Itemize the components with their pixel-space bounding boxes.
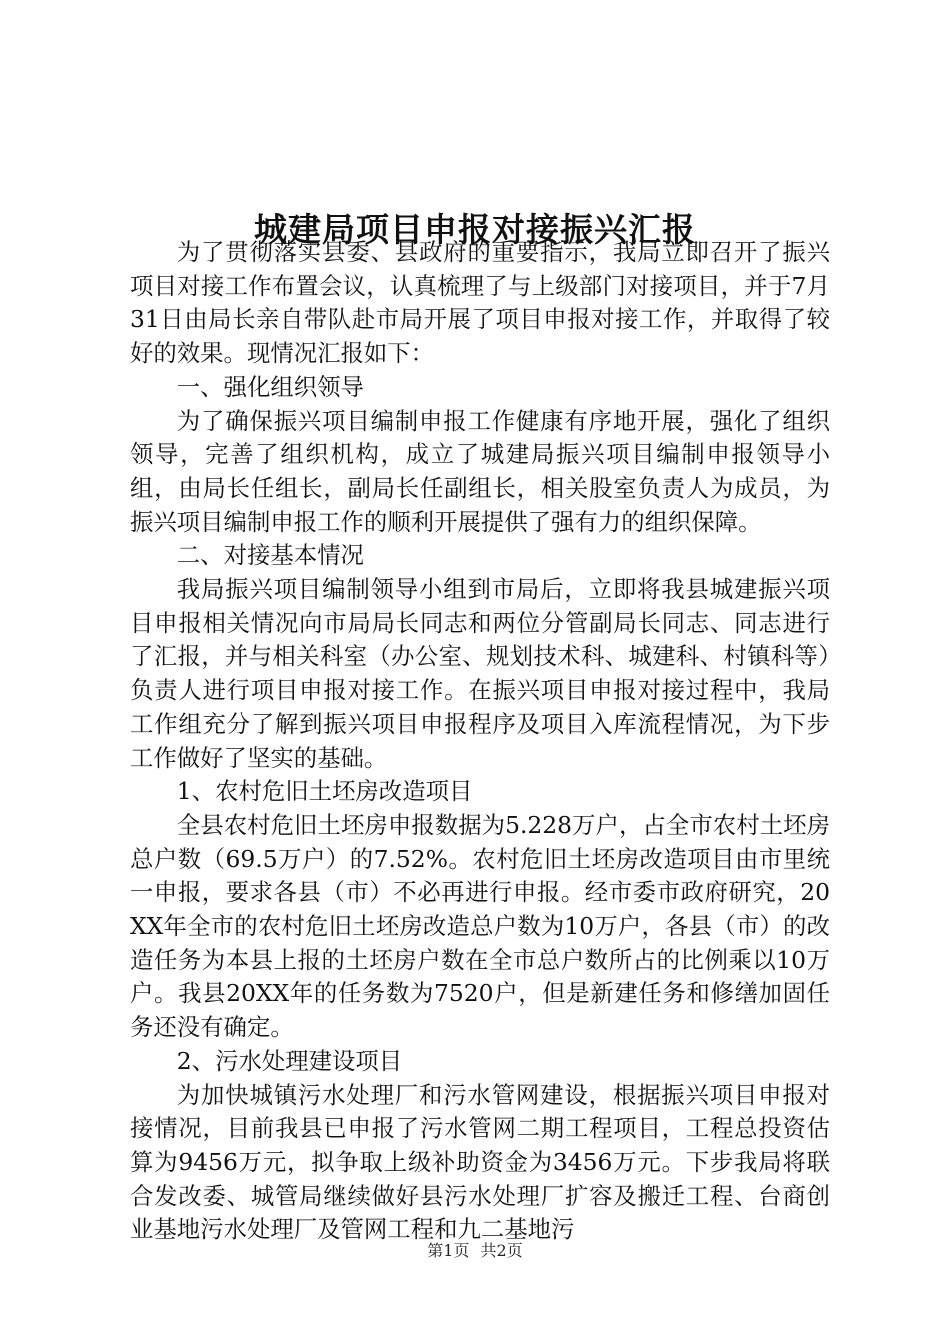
docking-paragraph: 我局振兴项目编制领导小组到市局后，立即将我县城建振兴项目申报相关情况向市局局长同志和两位分管副局长同志、同志进行了汇报，并与相关科室（办公室、规划技术科、城建科、村镇科等）负责人进行项目申报对接工作。在振兴项目申报对接过程中，我局工作组充分了解到振兴项目申报程序及项目入库流程情况，为下步工作做好了坚实的基础。: [130, 575, 830, 772]
section-heading-organization: 一、强化组织领导: [176, 372, 364, 401]
page-number: 第1页: [427, 1241, 470, 1260]
organization-paragraph: 为了确保振兴项目编制申报工作健康有序地开展，强化了组织领导，完善了组织机构，成立了城建局振兴项目编制申报领导小组，由局长任组长，副局长任副组长，相关股室负责人为成员，为振兴项目编制申报工作的顺利开展提供了强有力的组织保障。: [130, 406, 830, 536]
subsection-heading-sewage: 2、污水处理建设项目: [176, 1046, 403, 1075]
intro-paragraph: 为了贯彻落实县委、县政府的重要指示，我局立即召开了振兴项目对接工作布置会议，认真梳理了与上级部门对接项目，并于7月31日由局长亲自带队赴市局开展了项目申报对接工作，并取得了较好的效果。现情况汇报如下：: [130, 238, 830, 368]
document-body: [130, 236, 830, 1247]
page-footer: [0, 1240, 950, 1262]
housing-paragraph: 全县农村危旧土坯房申报数据为5.228万户，占全市农村土坯房总户数（69.5万户）的7.52%。农村危旧土坯房改造项目由市里统一申报，要求各县（市）不必再进行申报。经市委市政府研究，20XX年全市的农村危旧土坯房改造总户数为10万户，各县（市）的改造任务为本县上报的土坯房户数在全市总户数所占的比例乘以10万户。我县20XX年的任务数为7520户，但是新建任务和修缮加固任务还没有确定。: [130, 810, 830, 1042]
section-heading-docking: 二、对接基本情况: [176, 541, 364, 570]
page-total: 共2页: [480, 1241, 523, 1260]
sewage-paragraph: 为加快城镇污水处理厂和污水管网建设，根据振兴项目申报对接情况，目前我县已申报了污水管网二期工程项目，工程总投资估算为9456万元，拟争取上级补助资金为3456万元。下步我局将联合发改委、城管局继续做好县污水处理厂扩容及搬迁工程、台商创业基地污水处理厂及管网工程和九二基地污: [130, 1080, 830, 1244]
document-title: 城建局项目申报对接振兴汇报: [254, 210, 696, 250]
subsection-heading-housing: 1、农村危旧土坯房改造项目: [176, 777, 473, 806]
